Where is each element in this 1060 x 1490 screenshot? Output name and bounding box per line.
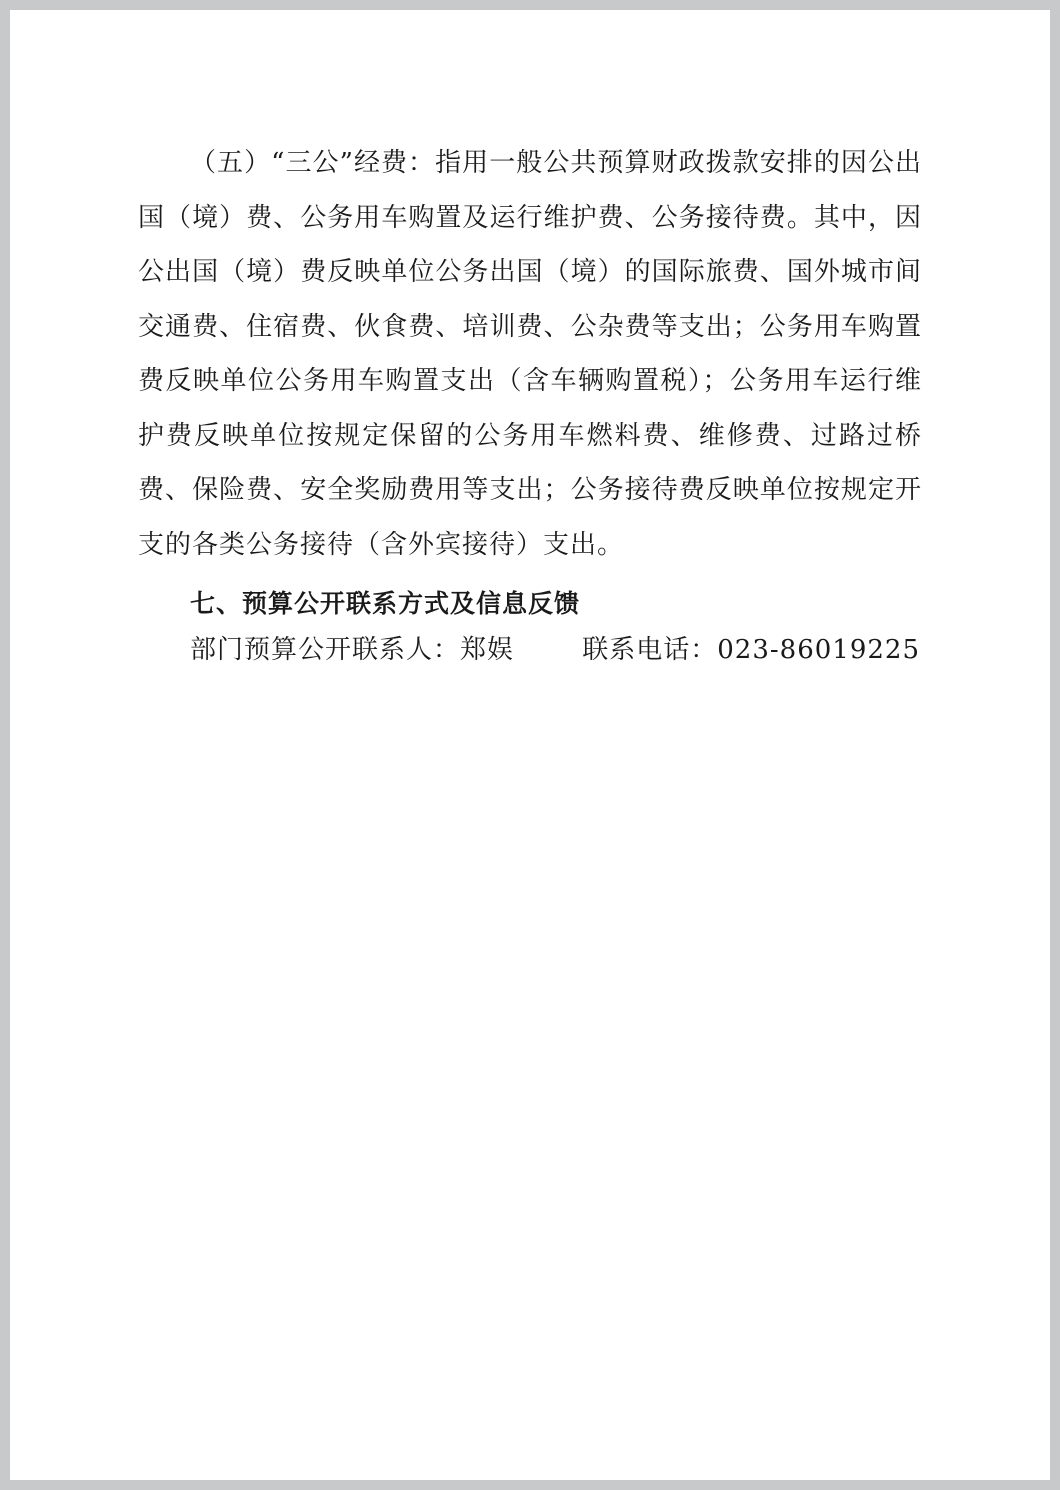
three-public-expenses-paragraph: （五）“三公”经费：指用一般公共预算财政拨款安排的因公出国（境）费、公务用车购置及运行维护费、公务接待费。其中，因公出国（境）费反映单位公务出国（境）的国际旅费、国外城市间交通费、住宿费、伙食费、培训费、公杂费等支出；公务用车购置费反映单位公务用车购置支出（含车辆购置税）；公务用车运行维护费反映单位按规定保留的公务用车燃料费、维修费、过路过桥费、保险费、安全奖励费用等支出；公务接待费反映单位按规定开支的各类公务接待（含外宾接待）支出。	[138, 148, 922, 560]
contact-phone: 联系电话：023-86019225	[582, 635, 920, 665]
contact-person: 部门预算公开联系人：郑娱	[190, 635, 515, 665]
contact-line	[190, 630, 920, 670]
document-page	[10, 10, 1050, 1480]
section-heading-contact: 七、预算公开联系方式及信息反馈	[190, 589, 581, 618]
